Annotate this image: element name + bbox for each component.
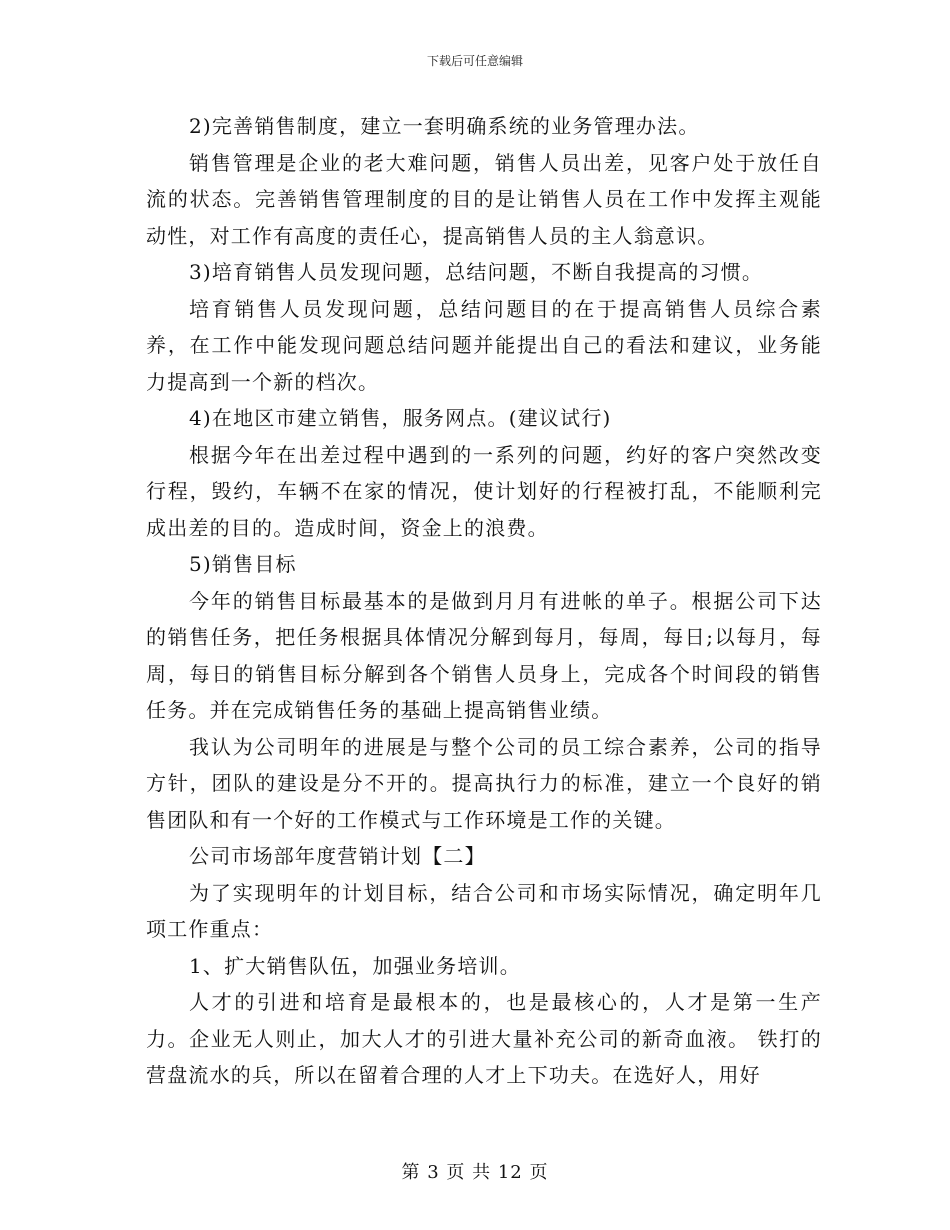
paragraph: 为了实现明年的计划目标，结合公司和市场实际情况，确定明年几项工作重点： [146, 880, 822, 941]
section-title: 公司市场部年度营销计划【二】 [189, 844, 486, 868]
paragraph: 人才的引进和培育是最根本的，也是最核心的，人才是第一生产力。企业无人则止，加大人才的引进大量补充公司的新奇血液。 铁打的营盘流水的兵，所以在留着合理的人才上下功夫。在选好人，用好 [146, 990, 822, 1087]
paragraph: 今年的销售目标最基本的是做到月月有进帐的单子。根据公司下达的销售任务，把任务根据具体情况分解到每月，每周，每日;以每月，每周，每日的销售目标分解到各个销售人员身上，完成各个时间段的销售任务。并在完成销售任务的基础上提高销售业绩。 [146, 588, 822, 722]
paragraph: 培育销售人员发现问题，总结问题目的在于提高销售人员综合素养，在工作中能发现问题总结问题并能提出自己的看法和建议，业务能力提高到一个新的档次。 [146, 296, 822, 394]
section-heading: 5)销售目标 [189, 552, 297, 576]
section-heading: 4)在地区市建立销售，服务网点。(建议试行) [189, 406, 612, 430]
section-heading: 1、扩大销售队伍，加强业务培训。 [189, 953, 521, 978]
page-header: 下载后可任意编辑 [426, 54, 523, 68]
section-heading: 2)完善销售制度，建立一套明确系统的业务管理办法。 [189, 114, 700, 138]
paragraph: 根据今年在出差过程中遇到的一系列的问题，约好的客户突然改变行程，毁约，车辆不在家的情况，使计划好的行程被打乱，不能顺利完成出差的目的。造成时间，资金上的浪费。 [146, 442, 822, 540]
paragraph: 我认为公司明年的进展是与整个公司的员工综合素养，公司的指导方针，团队的建设是分不开的。提高执行力的标准，建立一个良好的销售团队和有一个好的工作模式与工作环境是工作的关键。 [146, 734, 822, 832]
page-footer: 第 3 页 共 12 页 [401, 1162, 549, 1183]
paragraph: 销售管理是企业的老大难问题，销售人员出差，见客户处于放任自流的状态。完善销售管理制度的目的是让销售人员在工作中发挥主观能动性，对工作有高度的责任心，提高销售人员的主人翁意识。 [146, 150, 822, 248]
body-text [146, 108, 822, 1094]
section-heading: 3)培育销售人员发现问题，总结问题，不断自我提高的习惯。 [189, 260, 764, 284]
